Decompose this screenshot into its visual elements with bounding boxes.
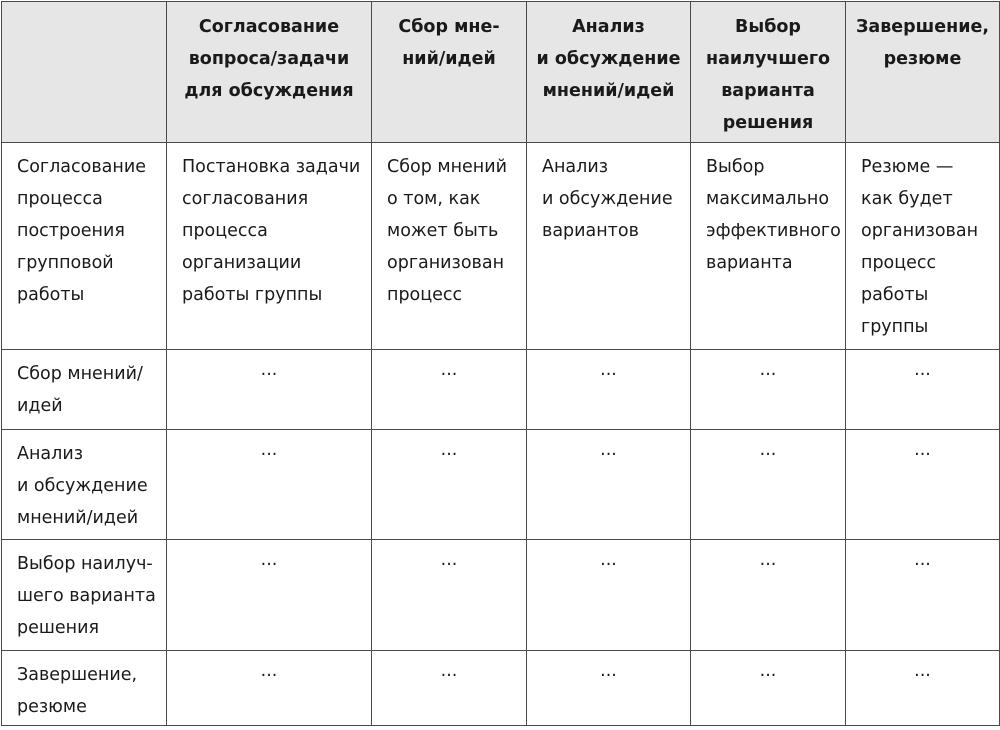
row-label-text: Согласование процесса построения групповой работы	[17, 157, 146, 305]
cell-text: ...	[260, 360, 278, 380]
table-cell	[167, 430, 372, 540]
table-cell	[846, 350, 1000, 430]
cell-text: Выбор максимально эффективного варианта	[706, 157, 841, 273]
table-cell	[167, 143, 372, 350]
table-cell	[527, 651, 691, 726]
cell-text: Анализ и обсуждение вариантов	[542, 157, 673, 241]
table-cell	[372, 143, 527, 350]
row-label-text: Анализ и обсуждение мнений/идей	[17, 444, 148, 528]
cell-text: ...	[600, 550, 617, 570]
cell-text: ...	[600, 360, 617, 380]
cell-text: ...	[759, 550, 777, 570]
cell-text: ...	[260, 661, 278, 681]
cell-text: ...	[260, 550, 278, 570]
table-cell	[846, 430, 1000, 540]
cell-text: ...	[914, 661, 931, 681]
table-cell	[846, 540, 1000, 651]
column-header-label: Согласование вопроса/задачи для обсуждения	[184, 17, 354, 101]
cell-text: ...	[440, 550, 458, 570]
cell-text: ...	[914, 550, 931, 570]
cell-text: ...	[440, 360, 458, 380]
column-header-analysis	[527, 2, 691, 143]
table-cell	[691, 651, 846, 726]
cell-text: Резюме — как будет организован процесс работы группы	[861, 157, 979, 337]
table-cell	[527, 143, 691, 350]
table-cell	[527, 350, 691, 430]
cell-text: ...	[440, 661, 458, 681]
table-cell	[691, 350, 846, 430]
column-header-label: Анализ и обсуждение мнений/идей	[536, 17, 681, 101]
cell-text: Постановка задачи согласования процесса организации работы группы	[182, 157, 361, 305]
column-header-label: Выбор наилучшего варианта решения	[705, 17, 831, 133]
row-label	[2, 430, 167, 540]
row-label	[2, 651, 167, 726]
row-label	[2, 143, 167, 350]
table-row	[2, 651, 1000, 726]
row-label	[2, 350, 167, 430]
table-row	[2, 430, 1000, 540]
corner-cell	[2, 2, 167, 143]
table-cell	[167, 540, 372, 651]
cell-text: ...	[759, 360, 777, 380]
table-row	[2, 540, 1000, 651]
table-cell	[527, 540, 691, 651]
cell-text: ...	[914, 360, 931, 380]
column-header-agreement	[167, 2, 372, 143]
table-cell	[372, 350, 527, 430]
table-cell	[691, 430, 846, 540]
cell-text: ...	[600, 440, 617, 460]
cell-text: ...	[759, 440, 777, 460]
cell-text: ...	[440, 440, 458, 460]
header-row	[2, 2, 1000, 143]
table-cell	[846, 651, 1000, 726]
cell-text: ...	[260, 440, 278, 460]
cell-text: ...	[914, 440, 931, 460]
column-header-summary	[846, 2, 1000, 143]
table-cell	[372, 540, 527, 651]
table-cell	[372, 651, 527, 726]
column-header-label: Завершение, резюме	[855, 17, 990, 69]
row-label-text: Завершение, резюме	[17, 665, 138, 717]
row-label-text: Сбор мнений/ идей	[17, 364, 143, 416]
column-header-collection	[372, 2, 527, 143]
table-cell	[167, 651, 372, 726]
table-row	[2, 143, 1000, 350]
table-cell	[846, 143, 1000, 350]
column-header-label: Сбор мне- ний/идей	[398, 17, 500, 69]
cell-text: ...	[759, 661, 777, 681]
table-cell	[527, 430, 691, 540]
column-header-choice	[691, 2, 846, 143]
cell-text: Сбор мнений о том, как может быть организован процесс	[387, 157, 507, 305]
cell-text: ...	[600, 661, 617, 681]
row-label	[2, 540, 167, 651]
table-cell	[691, 540, 846, 651]
process-matrix-table	[1, 1, 1000, 726]
table-cell	[691, 143, 846, 350]
table-cell	[372, 430, 527, 540]
table-cell	[167, 350, 372, 430]
table-row	[2, 350, 1000, 430]
row-label-text: Выбор наилуч- шего варианта решения	[17, 554, 156, 638]
